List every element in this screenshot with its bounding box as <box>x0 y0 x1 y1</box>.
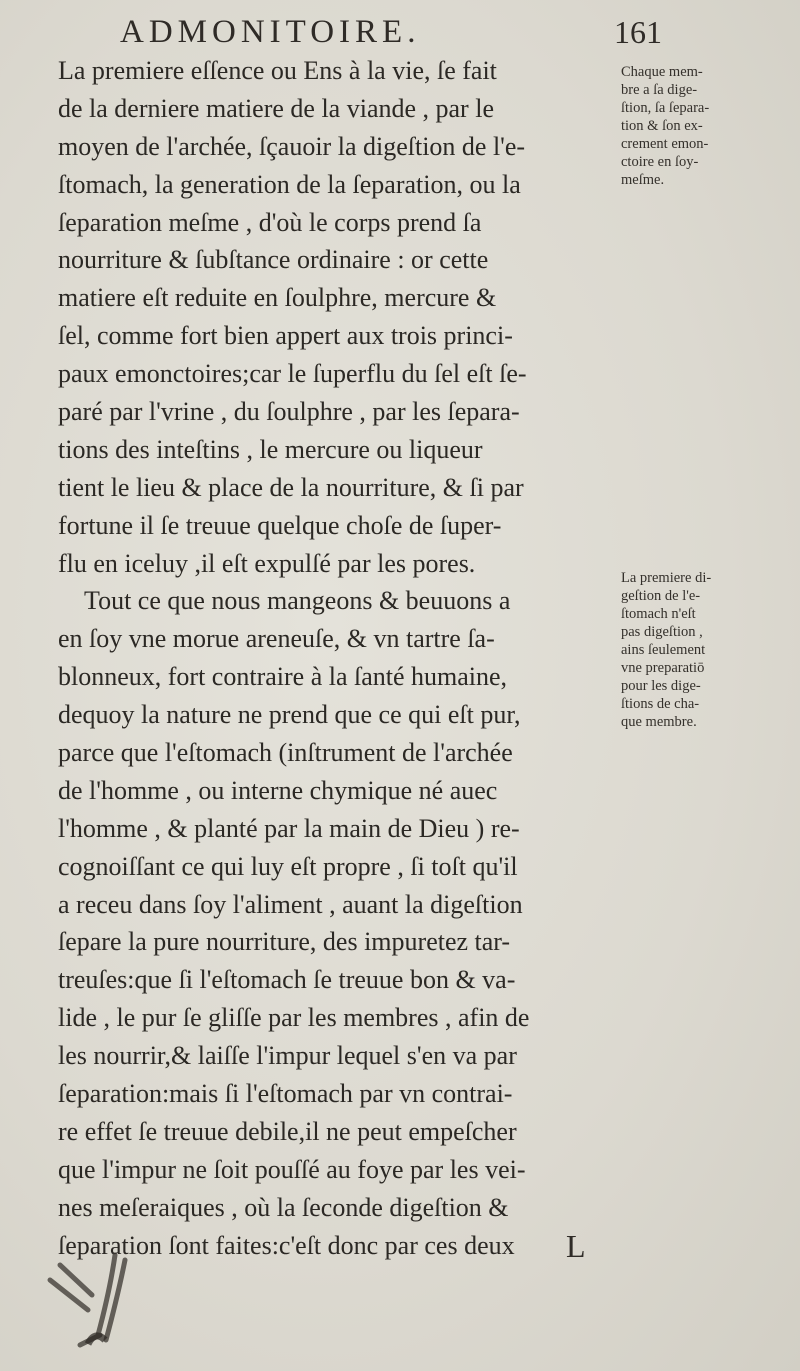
text-line: La premiere eſſence ou Ens à la vie, ſe fait <box>58 56 497 85</box>
text-line: treuſes:que ſi l'eſtomach ſe treuue bon & va- <box>58 965 516 995</box>
page-header <box>120 14 660 56</box>
text-line: lide , le pur ſe gliſſe par les membres , afin de <box>58 1003 530 1033</box>
margin-note-line: Chaque mem- <box>621 64 703 80</box>
text-line: nes meſeraiques , où la ſeconde digeſtion & <box>58 1192 509 1222</box>
text-line: tient le lieu & place de la nourriture, & ſi par <box>58 472 524 502</box>
text-line: ſeparation ſont faites:c'eſt donc par ces deux <box>58 1230 515 1260</box>
margin-note-line: tion & ſon ex- <box>621 118 703 134</box>
text-line: de la derniere matiere de la viande , par le <box>58 93 494 123</box>
margin-note-line: ſtomach n'eſt <box>621 606 696 622</box>
ink-smudge-mark <box>40 1240 170 1350</box>
margin-note-line: geſtion de l'e- <box>621 588 701 604</box>
text-line: nourriture & ſubſtance ordinaire : or cette <box>58 245 489 275</box>
margin-note-line: que membre. <box>621 714 697 730</box>
text-line: de l'homme , ou interne chymique né auec <box>58 775 498 805</box>
margin-note-line: ains ſeulement <box>621 642 706 658</box>
margin-note-line: ſtion, ſa ſepara- <box>621 100 710 116</box>
text-line: blonneux, fort contraire à la ſanté humaine, <box>58 662 508 692</box>
margin-note-line: ctoire en ſoy- <box>621 154 699 170</box>
text-line: a receu dans ſoy l'aliment , auant la digeſtion <box>58 889 523 919</box>
margin-note-line: La premiere di- <box>621 570 712 586</box>
margin-note-1 <box>621 63 791 189</box>
text-line: cognoiſſant ce qui luy eſt propre , ſi toſt qu'il <box>58 851 518 881</box>
text-line: matiere eſt reduite en ſoulphre, mercure & <box>58 283 497 313</box>
text-line: ſel, comme fort bien appert aux trois princi- <box>58 321 513 351</box>
text-line: paré par l'vrine , du ſoulphre , par les ſepara- <box>58 397 520 427</box>
page-number: 161 <box>614 14 662 50</box>
margin-note-2 <box>621 569 791 731</box>
text-line: moyen de l'archée, ſçauoir la digeſtion de l'e- <box>58 131 526 161</box>
margin-note-line: ſtions de cha- <box>621 696 700 712</box>
text-line: fortune il ſe treuue quelque choſe de ſuper- <box>58 510 502 540</box>
margin-note-line: meſme. <box>621 172 665 188</box>
main-text-block <box>58 52 618 1265</box>
text-line: ſepare la pure nourriture, des impuretez tar- <box>58 927 511 957</box>
text-line: re effet ſe treuue debile,il ne peut empeſcher <box>58 1116 517 1146</box>
text-line: que l'impur ne ſoit pouſſé au foye par les vei- <box>58 1154 526 1184</box>
text-line: l'homme , & planté par la main de Dieu ) re- <box>58 813 520 843</box>
text-line: ſeparation:mais ſi l'eſtomach par vn contrai- <box>58 1079 513 1109</box>
text-line: ſeparation meſme , d'où le corps prend ſa <box>58 207 482 237</box>
text-line: dequoy la nature ne prend que ce qui eſt pur, <box>58 700 521 730</box>
margin-note-line: bre a ſa dige- <box>621 82 698 98</box>
margin-note-line: pas digeſtion , <box>621 624 703 640</box>
catchword: L <box>566 1228 586 1264</box>
margin-note-line: crement emon- <box>621 136 709 152</box>
text-line: Tout ce que nous mangeons & beuuons a <box>84 586 511 616</box>
margin-note-line: vne preparatiō <box>621 660 705 676</box>
text-line: flu en iceluy ,il eſt expulſé par les pores. <box>58 548 476 578</box>
text-line: ſtomach, la generation de la ſeparation, ou la <box>58 169 521 199</box>
text-line: les nourrir,& laiſſe l'impur lequel s'en va par <box>58 1041 517 1071</box>
margin-note-line: pour les dige- <box>621 678 701 694</box>
text-line: paux emonctoires;car le ſuperflu du ſel eſt ſe- <box>58 359 527 389</box>
text-line: en ſoy vne morue areneuſe, & vn tartre ſa- <box>58 624 495 654</box>
text-line: parce que l'eſtomach (inſtrument de l'archée <box>58 738 513 768</box>
running-head: ADMONITOIRE. <box>120 14 421 50</box>
text-line: tions des inteſtins , le mercure ou liqueur <box>58 434 483 464</box>
